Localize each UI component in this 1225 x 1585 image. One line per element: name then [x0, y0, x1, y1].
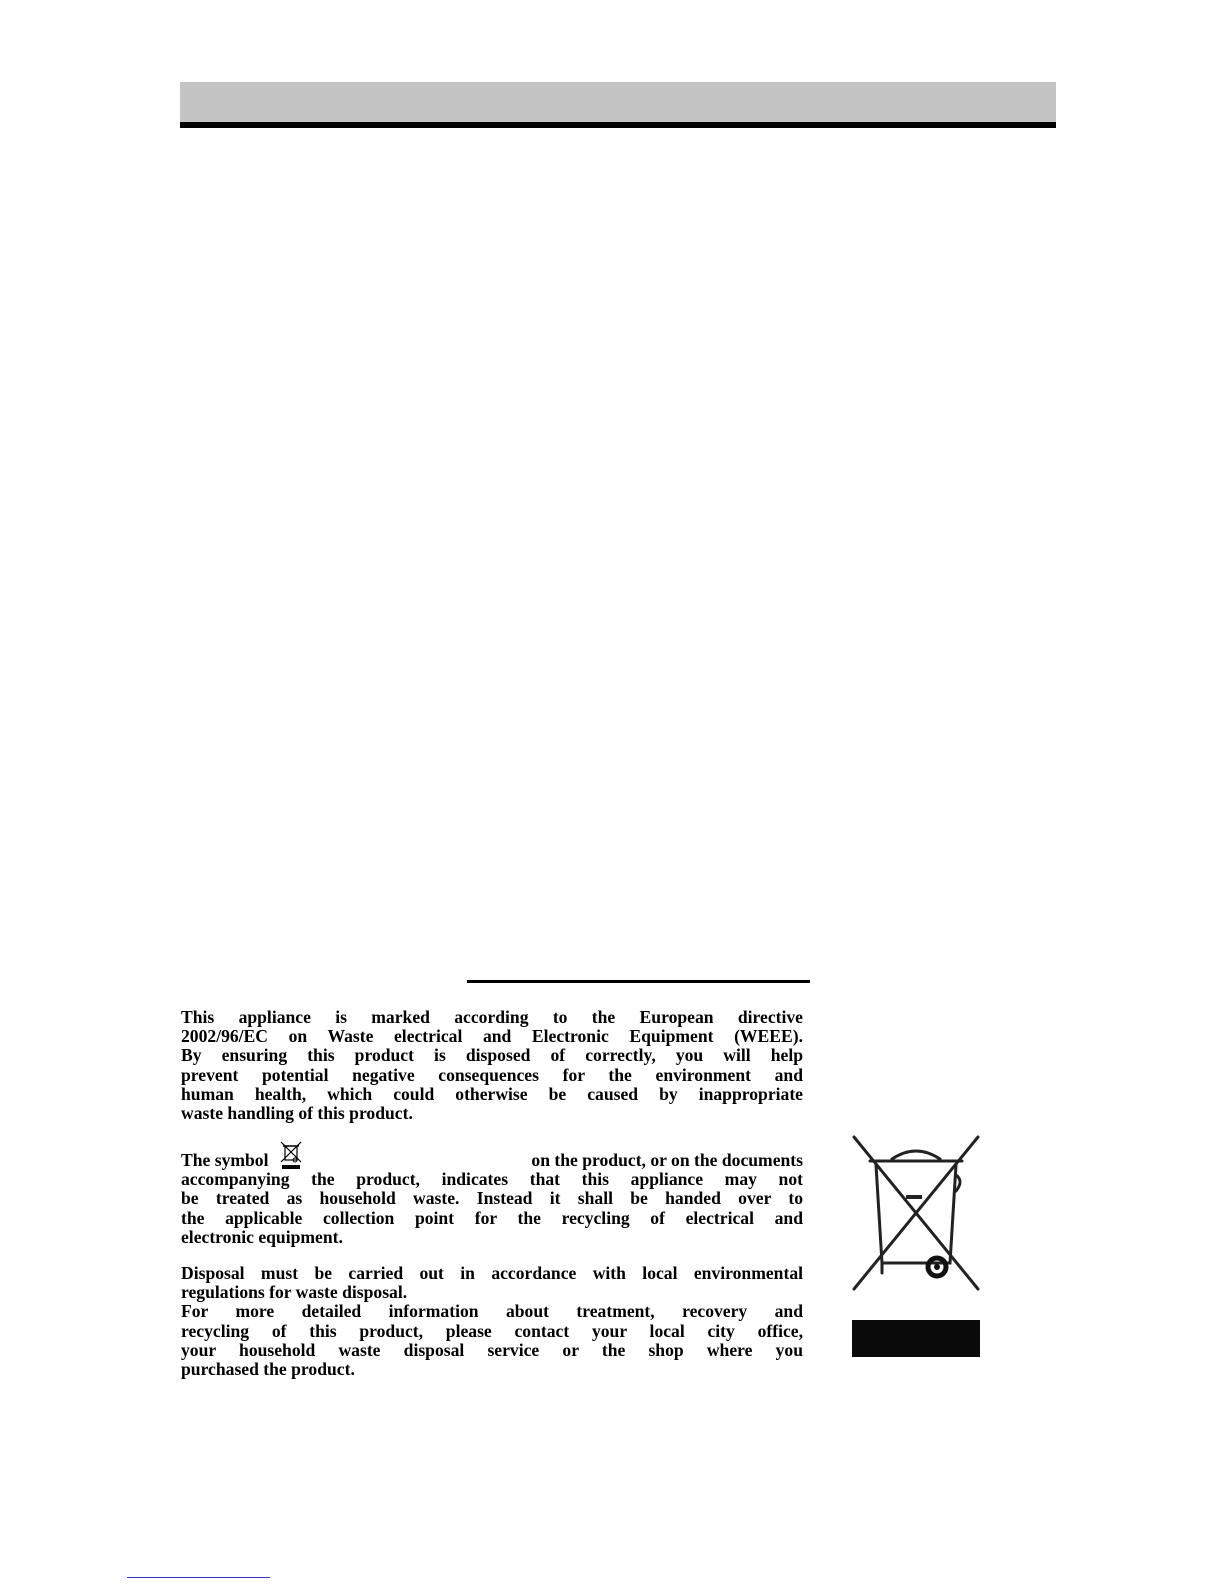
- text-line: accompanying the product, indicates that this appliance may not: [181, 1169, 803, 1190]
- text-line: By ensuring this product is disposed of correctly, you will help: [181, 1045, 803, 1066]
- weee-paragraph-disposal: [181, 1264, 803, 1379]
- weee-paragraph-directive: [181, 1008, 803, 1123]
- text-line: waste handling of this product.: [181, 1103, 413, 1124]
- header-band: [180, 82, 1056, 122]
- bin-underbar: [852, 1320, 980, 1357]
- section-divider: [467, 980, 810, 983]
- text-line: your household waste disposal service or the shop where you: [181, 1339, 803, 1360]
- text-line: purchased the product.: [181, 1359, 355, 1380]
- weee-notice: [181, 1008, 803, 1379]
- text-line: electronic equipment.: [181, 1226, 343, 1247]
- symbol-lead-text: The symbol: [181, 1150, 269, 1171]
- symbol-after-text: on the product, or on the documents: [531, 1150, 803, 1171]
- text-line: For more detailed information about treatment, recovery and: [181, 1301, 803, 1322]
- text-line: recycling of this product, please contact your local city office,: [181, 1320, 803, 1341]
- text-line: the applicable collection point for the recycling of electrical and: [181, 1207, 803, 1228]
- symbol-line: [181, 1140, 803, 1170]
- text-line: This appliance is marked according to the European directive: [181, 1007, 803, 1027]
- text-line: human health, which could otherwise be caused by inappropriate: [181, 1083, 803, 1104]
- text-line: be treated as household waste. Instead it shall be handed over to: [181, 1188, 803, 1209]
- weee-paragraph-symbol: [181, 1140, 803, 1247]
- text-line: prevent potential negative consequences for the environment and: [181, 1064, 803, 1085]
- footer-link-underline: [127, 1577, 270, 1578]
- header-rule: [180, 122, 1056, 128]
- text-line: Disposal must be carried out in accordance with local environmental: [181, 1263, 803, 1284]
- text-line: 2002/96/EC on Waste electrical and Electronic Equipment (WEEE).: [181, 1026, 803, 1047]
- text-line: regulations for waste disposal.: [181, 1282, 408, 1303]
- crossed-out-wheelie-bin-icon: [277, 1140, 305, 1170]
- crossed-out-wheelie-bin-icon: [852, 1135, 980, 1293]
